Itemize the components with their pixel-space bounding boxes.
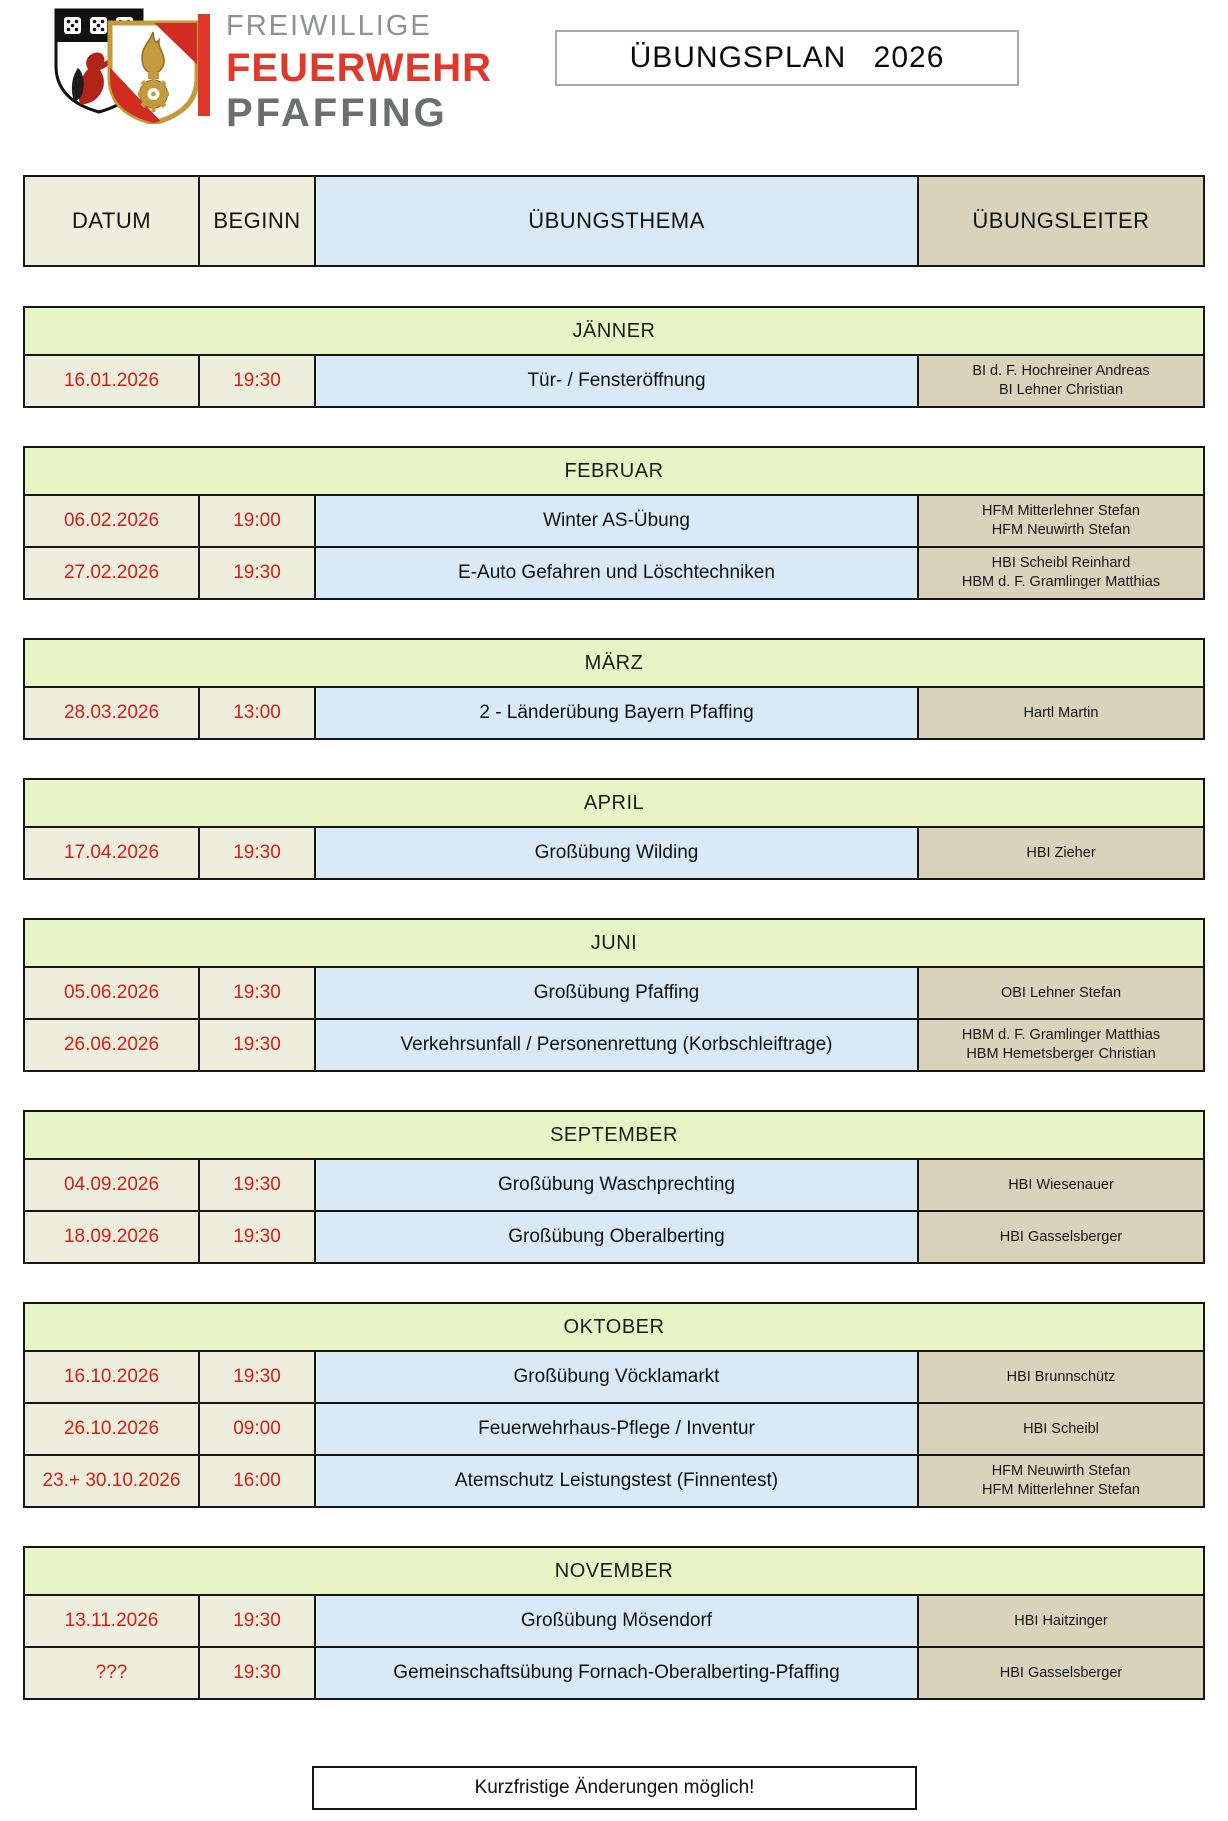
topic-cell: Großübung Wilding	[314, 828, 917, 878]
footer-note-box	[312, 1766, 917, 1810]
section-rows	[25, 686, 1203, 738]
table-header-row	[23, 175, 1205, 267]
date-cell: 13.11.2026	[25, 1596, 198, 1646]
time-cell: 19:30	[198, 356, 314, 406]
month-header: JUNI	[25, 920, 1203, 966]
header-uebungsthema: ÜBUNGSTHEMA	[314, 177, 917, 265]
topic-cell: 2 - Länderübung Bayern Pfaffing	[314, 688, 917, 738]
logo-line-freiwillige: FREIWILLIGE	[226, 10, 432, 42]
month-section	[23, 1546, 1205, 1700]
time-cell: 19:30	[198, 828, 314, 878]
leader-cell	[917, 1404, 1203, 1454]
training-plan	[23, 175, 1205, 1738]
topic-cell: Tür- / Fensteröffnung	[314, 356, 917, 406]
month-header: JÄNNER	[25, 308, 1203, 354]
leader-name: OBI Lehner Stefan	[1000, 984, 1122, 1001]
leader-cell	[917, 828, 1203, 878]
table-row	[25, 1454, 1203, 1506]
time-cell: 09:00	[198, 1404, 314, 1454]
date-cell: 28.03.2026	[25, 688, 198, 738]
table-row	[25, 1018, 1203, 1070]
time-cell: 19:30	[198, 968, 314, 1018]
leader-name: HBI Scheibl Reinhard	[991, 555, 1131, 572]
logo-line-feuerwehr: FEUERWEHR	[226, 46, 493, 90]
date-cell: 17.04.2026	[25, 828, 198, 878]
topic-cell: Gemeinschaftsübung Fornach-Oberalberting-Pfaffing	[314, 1648, 917, 1698]
month-section	[23, 778, 1205, 880]
sections	[23, 306, 1205, 1700]
leader-name: HBI Gasselsberger	[999, 1228, 1123, 1245]
table-row	[25, 546, 1203, 598]
logo-accent-bar	[198, 14, 210, 116]
table-row	[25, 1210, 1203, 1262]
logo-line-pfaffing: PFAFFING	[226, 91, 448, 135]
leader-cell	[917, 1212, 1203, 1262]
leader-cell	[917, 548, 1203, 598]
topic-cell: Großübung Pfaffing	[314, 968, 917, 1018]
month-section	[23, 1110, 1205, 1264]
topic-cell: Großübung Mösendorf	[314, 1596, 917, 1646]
leader-name: BI d. F. Hochreiner Andreas	[972, 363, 1150, 380]
topic-cell: Großübung Oberalberting	[314, 1212, 917, 1262]
time-cell: 19:30	[198, 1160, 314, 1210]
topic-cell: Verkehrsunfall / Personenrettung (Korbschleiftrage)	[314, 1020, 917, 1070]
time-cell: 13:00	[198, 688, 314, 738]
document-title-box	[555, 30, 1019, 86]
leader-name: HBI Gasselsberger	[999, 1664, 1123, 1681]
table-row	[25, 494, 1203, 546]
leader-name: HBM Hemetsberger Christian	[966, 1046, 1156, 1062]
time-cell: 19:00	[198, 496, 314, 546]
section-rows	[25, 1594, 1203, 1698]
month-header: FEBRUAR	[25, 448, 1203, 494]
leader-name: HBI Wiesenauer	[1008, 1176, 1114, 1193]
date-cell: 26.06.2026	[25, 1020, 198, 1070]
leader-cell	[917, 968, 1203, 1018]
leader-name: BI Lehner Christian	[998, 382, 1124, 398]
leader-name: HBI Scheibl	[1023, 1420, 1099, 1437]
leader-name: HFM Mitterlehner Stefan	[982, 1482, 1140, 1498]
section-rows	[25, 1158, 1203, 1262]
date-cell: 18.09.2026	[25, 1212, 198, 1262]
month-section	[23, 1302, 1205, 1508]
table-row	[25, 1158, 1203, 1210]
table-row	[25, 1646, 1203, 1698]
header-beginn: BEGINN	[198, 177, 314, 265]
footer-note: Kurzfristige Änderungen möglich!	[474, 1777, 755, 1798]
time-cell: 19:30	[198, 1212, 314, 1262]
month-section	[23, 306, 1205, 408]
section-rows	[25, 826, 1203, 878]
leader-name: HBI Zieher	[1026, 844, 1096, 861]
document-title: ÜBUNGSPLAN 2026	[629, 41, 945, 74]
date-cell: ???	[25, 1648, 198, 1698]
leader-name: HBI Haitzinger	[1014, 1612, 1108, 1629]
time-cell: 19:30	[198, 1596, 314, 1646]
section-rows	[25, 1350, 1203, 1506]
leader-cell	[917, 356, 1203, 406]
leader-name: HBM d. F. Gramlinger Matthias	[961, 1027, 1161, 1044]
section-rows	[25, 966, 1203, 1070]
table-row	[25, 686, 1203, 738]
date-cell: 27.02.2026	[25, 548, 198, 598]
leader-name: HBI Brunnschütz	[1006, 1368, 1116, 1385]
header-datum: DATUM	[25, 177, 198, 265]
leader-name: HFM Neuwirth Stefan	[991, 522, 1131, 538]
month-header: OKTOBER	[25, 1304, 1203, 1350]
date-cell: 06.02.2026	[25, 496, 198, 546]
topic-cell: Feuerwehrhaus-Pflege / Inventur	[314, 1404, 917, 1454]
table-row	[25, 826, 1203, 878]
time-cell: 19:30	[198, 1352, 314, 1402]
topic-cell: Winter AS-Übung	[314, 496, 917, 546]
leader-cell	[917, 1456, 1203, 1506]
month-section	[23, 446, 1205, 600]
date-cell: 23.+ 30.10.2026	[25, 1456, 198, 1506]
month-section	[23, 638, 1205, 740]
leader-name: Hartl Martin	[1023, 704, 1099, 721]
month-header: MÄRZ	[25, 640, 1203, 686]
leader-name: HFM Mitterlehner Stefan	[982, 503, 1140, 520]
leader-cell	[917, 496, 1203, 546]
logo-text	[226, 12, 492, 133]
leader-cell	[917, 1596, 1203, 1646]
table-row	[25, 1594, 1203, 1646]
table-row	[25, 966, 1203, 1018]
time-cell: 19:30	[198, 1020, 314, 1070]
table-row	[25, 354, 1203, 406]
leader-cell	[917, 1648, 1203, 1698]
topic-cell: Großübung Waschprechting	[314, 1160, 917, 1210]
month-section	[23, 918, 1205, 1072]
leader-cell	[917, 1160, 1203, 1210]
month-header: APRIL	[25, 780, 1203, 826]
fire-department-crests-icon	[50, 6, 200, 124]
leader-name: HFM Neuwirth Stefan	[991, 1463, 1131, 1480]
topic-cell: Atemschutz Leistungstest (Finnentest)	[314, 1456, 917, 1506]
fire-department-logo	[50, 4, 570, 135]
table-row	[25, 1350, 1203, 1402]
leader-name: HBM d. F. Gramlinger Matthias	[961, 574, 1161, 590]
date-cell: 16.01.2026	[25, 356, 198, 406]
date-cell: 16.10.2026	[25, 1352, 198, 1402]
date-cell: 05.06.2026	[25, 968, 198, 1018]
header-uebungsleiter: ÜBUNGSLEITER	[917, 177, 1203, 265]
time-cell: 19:30	[198, 1648, 314, 1698]
section-rows	[25, 494, 1203, 598]
leader-cell	[917, 1020, 1203, 1070]
time-cell: 16:00	[198, 1456, 314, 1506]
leader-cell	[917, 1352, 1203, 1402]
month-header: NOVEMBER	[25, 1548, 1203, 1594]
section-rows	[25, 354, 1203, 406]
date-cell: 26.10.2026	[25, 1404, 198, 1454]
table-row	[25, 1402, 1203, 1454]
topic-cell: E-Auto Gefahren und Löschtechniken	[314, 548, 917, 598]
leader-cell	[917, 688, 1203, 738]
month-header: SEPTEMBER	[25, 1112, 1203, 1158]
date-cell: 04.09.2026	[25, 1160, 198, 1210]
time-cell: 19:30	[198, 548, 314, 598]
topic-cell: Großübung Vöcklamarkt	[314, 1352, 917, 1402]
